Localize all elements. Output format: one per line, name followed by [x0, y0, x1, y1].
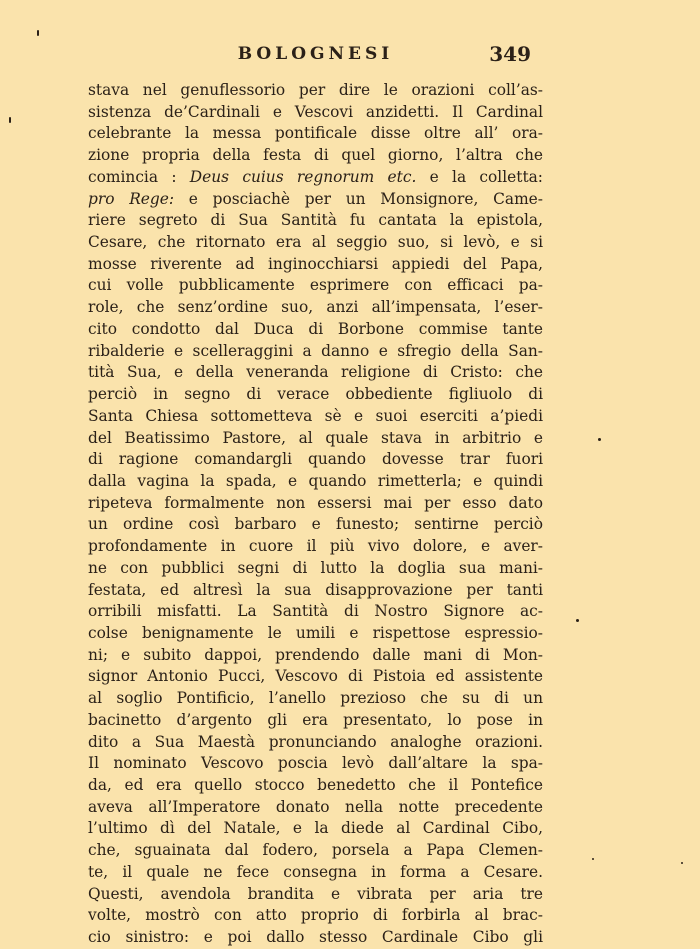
- italic-phrase: Deus cuius regnorum etc.: [189, 167, 417, 186]
- italic-phrase: pro Rege:: [88, 189, 175, 208]
- text-line: volte, mostrò con atto proprio di forbirla al brac-: [88, 906, 543, 925]
- text-line: un ordine così barbaro e funesto; sentirne perciò: [88, 515, 543, 534]
- text-line: tità Sua, e della veneranda religione di Cristo: che: [88, 363, 543, 382]
- text-line: zione propria della festa di quel giorno, l’altra che: [88, 146, 543, 165]
- text-line: Il nominato Vescovo poscia levò dall’altare la spa-: [88, 754, 543, 773]
- text-segment: comincia :: [88, 167, 190, 186]
- running-title: BOLOGNESI: [237, 44, 394, 64]
- text-line: del Beatissimo Pastore, al quale stava in arbitrio e: [88, 428, 543, 447]
- text-line: Questi, avendola brandita e vibrata per aria tre: [88, 884, 543, 903]
- text-line: di ragione comandargli quando dovesse trar fuori: [88, 450, 543, 469]
- ink-speck: [598, 438, 601, 441]
- page-header: [88, 40, 543, 70]
- text-line: festata, ed altresì la sua disapprovazione per tanti: [88, 580, 543, 599]
- text-line: perciò in segno di verace obbediente figliuolo di: [88, 385, 543, 404]
- text-line: dito a Sua Maestà pronunciando analoghe orazioni.: [88, 732, 543, 751]
- text-line: role, che senz’ordine suo, anzi all’impensata, l’eser-: [88, 298, 543, 317]
- text-line: da, ed era quello stocco benedetto che il Pontefice: [88, 776, 543, 794]
- text-line: cito condotto dal Duca di Borbone commise tante: [88, 319, 543, 338]
- text-line: Santa Chiesa sottometteva sè e suoi eserciti a’piedi: [88, 406, 543, 425]
- text-line: [88, 189, 543, 211]
- ink-speck: [592, 858, 594, 860]
- text-line: che, sguainata dal fodero, porsela a Papa Clemen-: [88, 841, 543, 860]
- text-line: orribili misfatti. La Santità di Nostro Signore ac-: [88, 602, 543, 621]
- text-segment: e la colletta:: [416, 167, 543, 186]
- text-line: bacinetto d’argento gli era presentato, lo pose in: [88, 710, 543, 729]
- ink-speck: [576, 619, 579, 622]
- body-text: [88, 80, 543, 949]
- text-line: profondamente in cuore il più vivo dolore, e aver-: [88, 537, 543, 556]
- text-line: Cesare, che ritornato era al seggio suo, si levò, e si: [88, 233, 543, 252]
- text-line: ripeteva formalmente non essersi mai per esso dato: [88, 493, 543, 512]
- text-line: mosse riverente ad inginocchiarsi appiedi del Papa,: [88, 254, 543, 273]
- text-line: l’ultimo dì del Natale, e la diede al Cardinal Cibo,: [88, 819, 543, 838]
- text-line: signor Antonio Pucci, Vescovo di Pistoia ed assistente: [88, 667, 543, 686]
- ink-speck: [9, 117, 11, 123]
- text-line: riere segreto di Sua Santità fu cantata la epistola,: [88, 211, 543, 230]
- text-line: ribalderie e scelleraggini a danno e sfregio della San-: [88, 341, 543, 360]
- ink-speck: [37, 30, 39, 36]
- text-line: [88, 167, 543, 189]
- text-line: te, il quale ne fece consegna in forma a Cesare.: [88, 862, 543, 881]
- text-line: stava nel genuflessorio per dire le orazioni coll’as-: [88, 81, 543, 99]
- text-line: celebrante la messa pontificale disse oltre all’ ora-: [88, 124, 543, 143]
- text-line: cui volle pubblicamente esprimere con efficaci pa-: [88, 276, 543, 295]
- text-line: ni; e subito dappoi, prendendo dalle mani di Mon-: [88, 645, 543, 664]
- text-line: aveva all’Imperatore donato nella notte precedente: [88, 797, 543, 816]
- text-line: al soglio Pontificio, l’anello prezioso che su di un: [88, 689, 543, 708]
- text-segment: e posciachè per un Monsignore, Came-: [174, 189, 543, 208]
- ink-speck: [681, 862, 683, 864]
- text-line: colse benignamente le umili e rispettose espressio-: [88, 623, 543, 642]
- page-number: 349: [489, 42, 531, 66]
- text-line: ne con pubblici segni di lutto la doglia sua mani-: [88, 558, 543, 577]
- text-line: cio sinistro: e poi dallo stesso Cardinale Cibo gli: [88, 928, 543, 947]
- text-line: sistenza de’Cardinali e Vescovi anzidetti. Il Cardinal: [88, 102, 543, 121]
- text-line: dalla vagina la spada, e quando rimetterla; e quindi: [88, 471, 543, 490]
